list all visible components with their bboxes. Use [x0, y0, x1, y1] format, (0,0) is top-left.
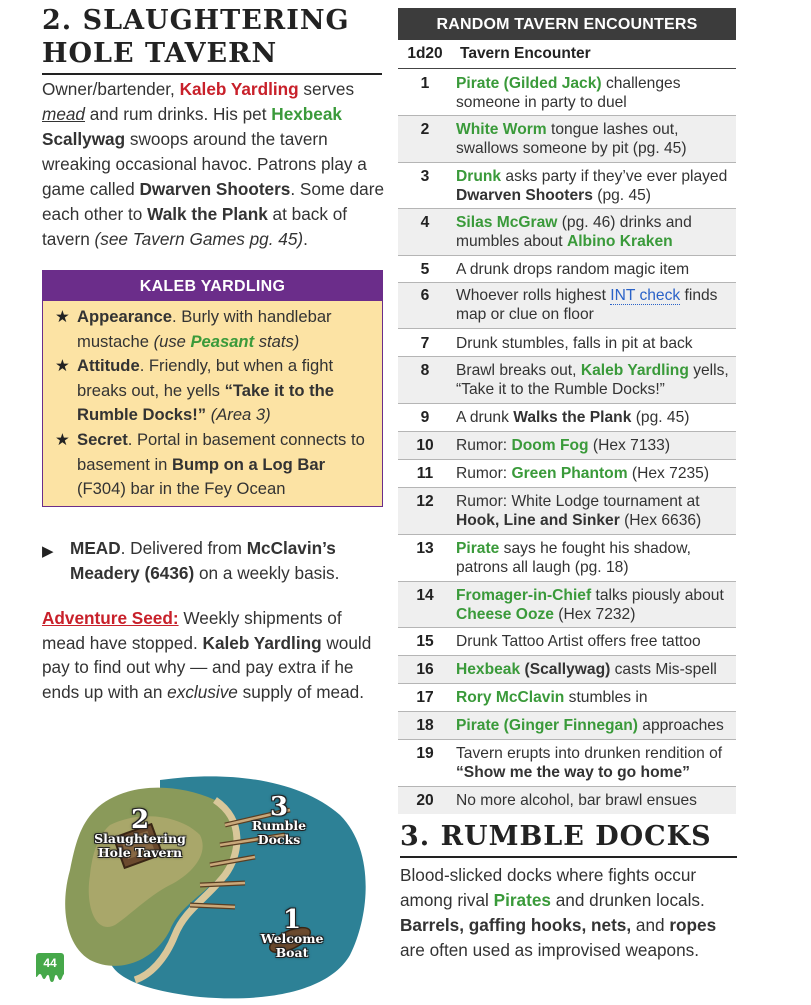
table-row: 19 Tavern erupts into drunken rendition of “Show me the way to go home” [398, 740, 736, 787]
section-2-title-line2: HOLE TAVERN [42, 38, 278, 69]
table-row: 12 Rumor: White Lodge tournament at Hook, Line and Sinker (Hex 6636) [398, 488, 736, 535]
star-icon: ★ [55, 356, 70, 376]
table-row: 17 Rory McClavin stumbles in [398, 684, 736, 712]
section-2-description: Owner/bartender, Kaleb Yardling serves mead and rum drinks. His pet Hexbeak Scallywag swoops around the tavern wreaking occasional havoc. Patrons play a game called Dwarven Shooters. Some dare each other to Walk the Plank at back of tavern (see Tavern Games pg. 45). [42, 79, 384, 249]
npc-appearance: ★ Appearance. Burly with handlebar mustache (use Peasant stats) [55, 307, 332, 351]
page-number: 44 [36, 953, 64, 973]
adventure-seed-label: Adventure Seed: [42, 608, 179, 628]
slime-drip-icon [36, 970, 64, 984]
table-row: 4 Silas McGraw (pg. 46) drinks and mumbles about Albino Kraken [398, 209, 736, 256]
table-row: 15 Drunk Tattoo Artist offers free tattoo [398, 628, 736, 656]
section-2-title [42, 4, 382, 75]
table-row: 11 Rumor: Green Phantom (Hex 7235) [398, 460, 736, 488]
table-row: 1 Pirate (Gilded Jack) challenges someone in party to duel [398, 69, 736, 116]
table-row: 18 Pirate (Ginger Finnegan) approaches [398, 712, 736, 740]
encounter-table [398, 8, 736, 814]
map-location-3: 3 Rumble Docks [251, 792, 307, 847]
column-encounter: Tavern Encounter [460, 45, 591, 62]
table-row: 8 Brawl breaks out, Kaleb Yardling yells, “Take it to the Rumble Docks!” [398, 357, 736, 404]
pet-name: Hexbeak [271, 104, 342, 124]
tavern-map [40, 775, 385, 1000]
table-row: 3 Drunk asks party if they’ve ever played Dwarven Shooters (pg. 45) [398, 163, 736, 209]
map-location-2: 2 Slaughtering Hole Tavern [94, 805, 186, 860]
triangle-bullet-icon: ▶ [42, 543, 54, 560]
npc-attitude: ★ Attitude. Friendly, but when a fight breaks out, he yells “Take it to the Rumble Docks!” (Area 3) [55, 356, 334, 425]
section-3-description: Blood-slicked docks where fights occur among rival Pirates and drunken locals. Barrels, gaffing hooks, nets, and ropes are often used as improvised weapons. [400, 865, 717, 960]
table-row: 14 Fromager-in-Chief talks piously about Cheese Ooze (Hex 7232) [398, 582, 736, 628]
table-row: 5 A drunk drops random magic item [398, 256, 736, 283]
npc-box-header: KALEB YARDLING [43, 271, 382, 301]
star-icon: ★ [55, 429, 70, 449]
npc-secret: ★ Secret. Portal in basement connects to basement in Bump on a Log Bar (F304) bar in the Fey Ocean [55, 429, 365, 499]
table-row: 6 Whoever rolls highest INT check finds map or clue on floor [398, 283, 736, 329]
table-row: 13 Pirate says he fought his shadow, patrons all laugh (pg. 18) [398, 535, 736, 582]
table-row: 2 White Worm tongue lashes out, swallows someone by pit (pg. 45) [398, 116, 736, 163]
adventure-seed: Adventure Seed: Weekly shipments of mead have stopped. Kaleb Yardling would pay to find out why — and pay extra if he ends up with an exclusive supply of mead. [42, 608, 372, 702]
npc-name-link: Kaleb Yardling [179, 79, 299, 99]
table-row: 16 Hexbeak (Scallywag) casts Mis-spell [398, 656, 736, 684]
encounter-table-columns [398, 40, 736, 69]
table-row: 10 Rumor: Doom Fog (Hex 7133) [398, 432, 736, 460]
encounter-table-header: RANDOM TAVERN ENCOUNTERS [398, 8, 736, 40]
section-2-title-line1: 2. SLAUGHTERING [42, 5, 350, 36]
table-row: 9 A drunk Walks the Plank (pg. 45) [398, 404, 736, 432]
int-check-link[interactable]: INT check [610, 287, 681, 304]
npc-stat-box [42, 270, 383, 507]
table-row: 7 Drunk stumbles, falls in pit at back [398, 329, 736, 357]
table-row: 20 No more alcohol, bar brawl ensues [398, 787, 736, 814]
star-icon: ★ [55, 307, 70, 326]
section-3-title: 3. RUMBLE DOCKS [400, 820, 737, 858]
column-die: 1d20 [407, 45, 443, 62]
mead-item: ▶ MEAD. Delivered from McClavin’s Meadery (6436) on a weekly basis. [42, 538, 340, 583]
map-location-1: 1 Welcome Boat [260, 905, 324, 960]
